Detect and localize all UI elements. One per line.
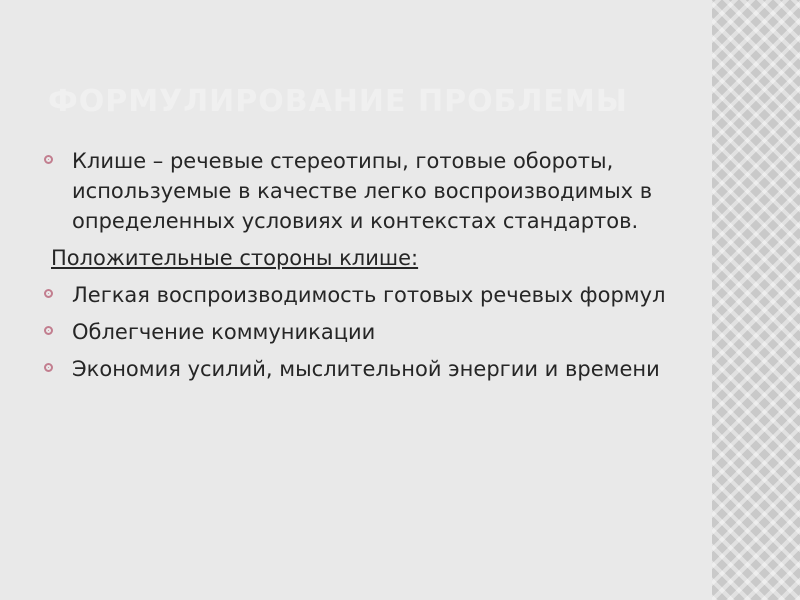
bullet-icon xyxy=(44,363,53,372)
bullet-icon xyxy=(44,326,53,335)
point-text: Легкая воспроизводимость готовых речевых формул xyxy=(72,283,666,307)
list-item xyxy=(42,317,692,347)
list-item xyxy=(42,280,692,310)
point-text: Облегчение коммуникации xyxy=(72,320,376,344)
point-text: Экономия усилий, мыслительной энергии и времени xyxy=(72,357,660,381)
bullet-icon xyxy=(44,155,53,164)
subheading: Положительные стороны клише: xyxy=(51,246,419,270)
list-item xyxy=(42,146,692,236)
bullet-icon xyxy=(44,289,53,298)
definition-text: Клише – речевые стереотипы, готовые обороты, используемые в качестве легко воспроизводимых в определенных условиях и контекстах стандартов. xyxy=(72,149,653,233)
decorative-side-strip xyxy=(712,0,800,600)
list-item xyxy=(42,354,692,384)
slide-content xyxy=(42,146,692,391)
slide-title: ФОРМУЛИРОВАНИЕ ПРОБЛЕМЫ xyxy=(48,84,628,119)
